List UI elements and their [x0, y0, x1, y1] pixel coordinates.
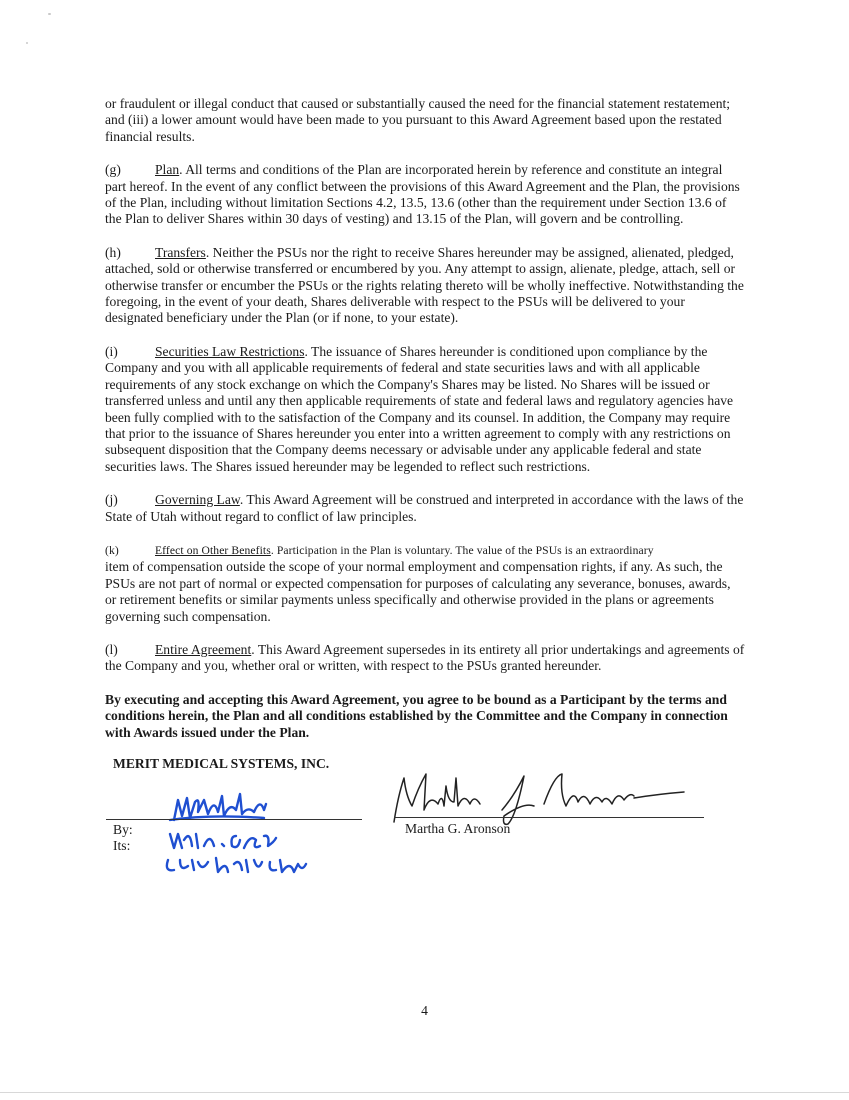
paragraph-heading: Governing Law: [155, 492, 240, 508]
paragraph-heading: Transfers: [155, 244, 206, 260]
its-label: Its:: [113, 838, 131, 853]
paragraph-index: (j): [105, 492, 118, 508]
paragraph-index: (i): [105, 343, 118, 359]
company-name: MERIT MEDICAL SYSTEMS, INC.: [113, 756, 330, 771]
recipient-handwritten-signature: [384, 766, 694, 828]
paragraph-text-first-line: . Participation in the Plan is voluntary. The value of the PSUs is an extraordinary: [270, 543, 654, 557]
paragraph-text: . All terms and conditions of the Plan are incorporated herein by reference and constitute an integral part hereof. In the event of any conflict between the provisions of this Award Agreement and the Plan, the provisions of the Plan, including without limitation Sections 4.2, 13.5, 13.6 (other than the requirement under Section 13.6 of the Plan to deliver Shares within 30 days of vesting) and 13.15 of the Plan, will govern and be controlling.: [105, 162, 740, 227]
acceptance-statement: By executing and accepting this Award Agreement, you agree to be bound as a Participant by the terms and conditions herein, the Plan and all conditions established by the Committee and the Company in connection with Awards issued under the Plan.: [105, 691, 728, 740]
company-signature-line: [106, 819, 362, 820]
paragraph-other-benefits: [105, 542, 745, 625]
paragraph-text: . This Award Agreement will be construed and interpreted in accordance with the laws of the State of Utah without regard to conflict of law principles.: [105, 492, 744, 524]
signer-name: Martha G. Aronson: [405, 821, 511, 836]
paragraph-index: (g): [105, 162, 121, 178]
by-label: By:: [113, 822, 133, 837]
paragraph-text: . Neither the PSUs nor the right to receive Shares hereunder may be assigned, alienated, pledged, attached, sold or otherwise transferred or encumbered by you. Any attempt to assign, alienate, pledge, attach, sell or otherwise transfer or encumber the PSUs or the rights relating thereto will be wholly ineffective. Notwithstanding the foregoing, in the event of your death, Shares deliverable with respect to the PSUs will be delivered to your designated beneficiary under the Plan (or if none, to your estate).: [105, 244, 744, 326]
company-handwritten-signature: [160, 790, 370, 882]
paragraph-first-line: [105, 544, 654, 557]
paragraph-index: (k): [105, 543, 119, 557]
paragraph-plan: [105, 162, 745, 228]
paragraph-entire-agreement: [105, 642, 745, 675]
paragraph-text: . The issuance of Shares hereunder is conditioned upon compliance by the Company and you with all applicable requirements of federal and state securities laws and with all applicable requirements of any stock exchange on which the Company's Shares may be listed. No Shares will be issued or transferred unless and until any then applicable requirements of state and federal laws and regulatory agencies have been fully complied with to the satisfaction of the Company and its counsel. In addition, the Company may require that prior to the issuance of Shares hereunder you enter into a written agreement to comply with any restrictions on subsequent disposition that the Company deems necessary or advisable under any applicable federal and state securities laws. The Shares issued hereunder may be legended to reflect such restrictions.: [105, 343, 734, 474]
scan-edge-line: [0, 1092, 849, 1093]
paragraph-transfers: [105, 245, 745, 327]
paragraph-heading: Effect on Other Benefits: [155, 543, 271, 557]
recipient-signature-line: [394, 817, 704, 818]
paragraph-index: (l): [105, 641, 118, 657]
paragraph-securities: [105, 344, 745, 475]
paragraph-index: (h): [105, 244, 121, 260]
paragraph-heading: Securities Law Restrictions: [155, 343, 305, 359]
page-number: 4: [421, 1003, 428, 1018]
agreement-body: [105, 96, 745, 757]
paragraph-text: item of compensation outside the scope of your normal employment and compensation rights, if any. As such, the PSUs are not part of normal or expected compensation for purposes of calculating any severance, bonuses, awards, or retirement benefits or similar payments unless specifically and otherwise provided in the plans or agreements governing such compensation.: [105, 559, 731, 624]
paragraph-governing-law: [105, 492, 745, 525]
paragraph-intro: or fraudulent or illegal conduct that caused or substantially caused the need for the financial statement restatement; and (iii) a lower amount would have been made to you pursuant to this Award Agreement based upon the restated financial results.: [105, 96, 731, 144]
paragraph-heading: Plan: [155, 162, 180, 178]
scan-speck: [26, 42, 28, 44]
paragraph-heading: Entire Agreement: [155, 641, 252, 657]
paragraph-text: . This Award Agreement supersedes in its entirety all prior undertakings and agreements of the Company and you, whether oral or written, with respect to the PSUs granted hereunder.: [105, 641, 745, 674]
scan-speck: [48, 13, 51, 15]
